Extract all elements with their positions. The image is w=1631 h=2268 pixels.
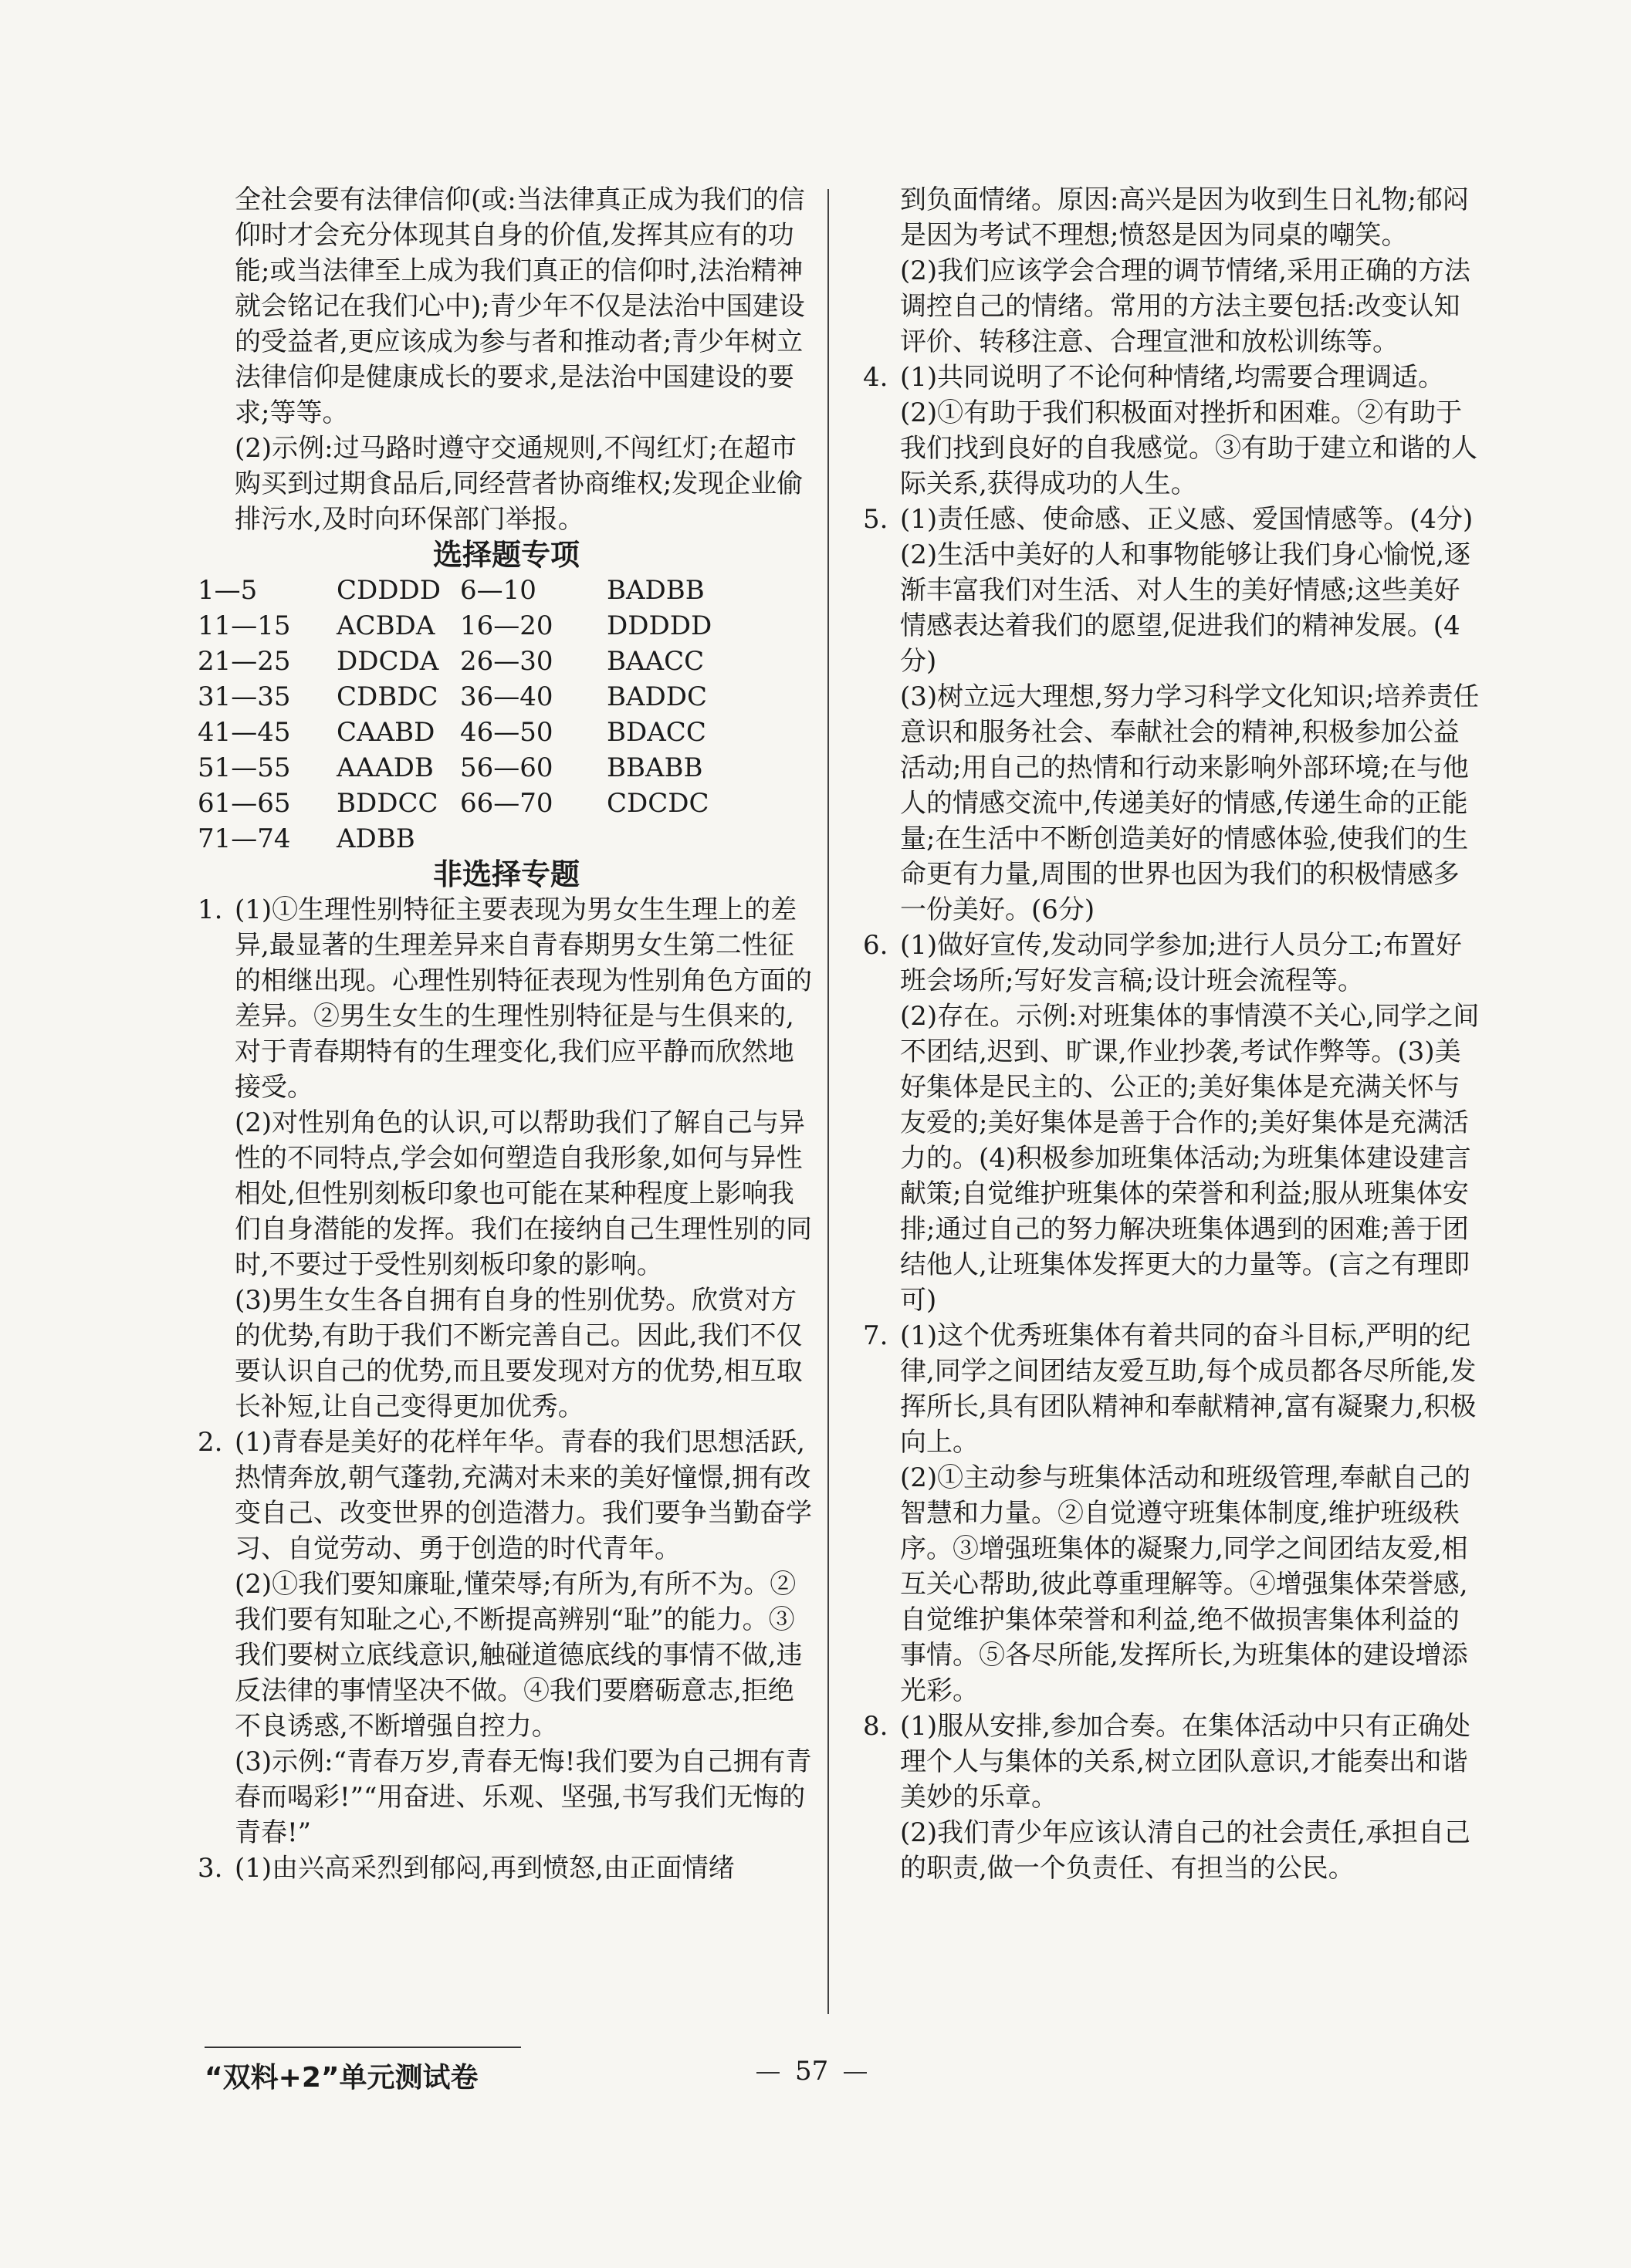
answer-paragraph: (2)生活中美好的人和事物能够让我们身心愉悦,逐渐丰富我们对生活、对人生的美好情感;这些美好情感表达着我们的愿望,促进我们的精神发展。(4分) [900, 539, 1470, 677]
right-column [863, 182, 1480, 1886]
question-3-continued [863, 182, 1480, 360]
answer-paragraph: (2)①我们要知廉耻,懂荣辱;有所为,有所不为。②我们要有知耻之心,不断提高辨别“耻”的能力。③我们要树立底线意识,触碰道德底线的事情不做,违反法律的事情坚决不做。④我们要磨砺意志,拒绝不良诱惑,不断增强自控力。 [235, 1569, 803, 1742]
answer-value: BADBB [607, 575, 705, 606]
answer-range: 61—65 [198, 788, 291, 819]
question-number: 4. [863, 362, 888, 393]
answer-paragraph: (2)我们青少年应该认清自己的社会责任,承担自己的职责,做一个负责任、有担当的公民。 [900, 1817, 1470, 1884]
answer-range: 51—55 [198, 752, 291, 783]
answer-table [198, 573, 815, 857]
answer-paragraph: (1)共同说明了不论何种情绪,均需要合理调适。 [900, 362, 1444, 393]
answer-value: CDCDC [607, 788, 709, 819]
book-title: “双料+2”单元测试卷 [205, 2062, 479, 2094]
answer-paragraph: (1)做好宣传,发动同学参加;进行人员分工;布置好班会场所;写好发言稿;设计班会流程等。 [900, 930, 1462, 996]
answer-range: 46—50 [460, 717, 553, 748]
answer-range: 36—40 [460, 681, 553, 712]
left-column [198, 182, 815, 1886]
footer-rule [205, 2047, 521, 2048]
answer-range: 71—74 [198, 823, 291, 854]
answer-range [460, 821, 607, 857]
answer-range: 31—35 [198, 681, 291, 712]
answer-value: DDCDA [337, 646, 439, 677]
answer-range: 26—30 [460, 646, 553, 677]
question-8 [863, 1709, 1480, 1886]
nonchoice-section-title: 非选择专题 [432, 857, 580, 891]
question-number: 7. [863, 1320, 888, 1351]
answer-value: BAACC [607, 646, 705, 677]
answer-paragraph: (2)我们应该学会合理的调节情绪,采用正确的方法调控自己的情绪。常用的方法主要包括:改变认知评价、转移注意、合理宣泄和放松训练等。 [900, 255, 1470, 357]
answer-value: CDDDD [337, 575, 442, 606]
answer-value: DDDDD [607, 610, 712, 641]
choice-section-title: 选择题专项 [432, 538, 580, 572]
answer-paragraph: (1)责任感、使命感、正义感、爱国情感等。(4分) [900, 504, 1474, 535]
question-4 [863, 360, 1480, 502]
answer-range: 16—20 [460, 610, 553, 641]
question-3 [198, 1851, 815, 1886]
answer-value: AAADB [337, 752, 434, 783]
example-paragraph: (2)示例:过马路时遵守交通规则,不闯红灯;在超市购买到过期食品后,同经营者协商维权;发现企业偷排污水,及时向环保部门举报。 [235, 433, 804, 535]
answer-range: 21—25 [198, 646, 291, 677]
answer-range: 6—10 [460, 575, 536, 606]
answer-value: CDBDC [337, 681, 438, 712]
question-6 [863, 928, 1480, 1318]
answer-paragraph: (1)服从安排,参加合奏。在集体活动中只有正确处理个人与集体的关系,树立团队意识,才能奏出和谐美妙的乐章。 [900, 1711, 1470, 1813]
answer-range: 41—45 [198, 717, 291, 748]
answer-value: BDACC [607, 717, 706, 748]
answer-paragraph: (2)存在。示例:对班集体的事情漠不关心,同学之间不团结,迟到、旷课,作业抄袭,考试作弊等。(3)美好集体是民主的、公正的;美好集体是充满关怀与友爱的;美好集体是善于合作的;美好集体是充满活力的。(4)积极参加班集体活动;为班集体建设建言献策;自觉维护班集体的荣誉和利益;服从班集体安排;通过自己的努力解决班集体遇到的困难;善于团结他人,让班集体发挥更大的力量等。(言之有理即可) [900, 1001, 1480, 1316]
answer-range: 11—15 [198, 610, 291, 641]
page-number: 57 [795, 2056, 829, 2087]
answer-value: BADDC [607, 681, 708, 712]
answer-paragraph: (1)这个优秀班集体有着共同的奋斗目标,严明的纪律,同学之间团结友爱互助,每个成员都各尽所能,发挥所长,具有团队精神和奉献精神,富有凝聚力,积极向上。 [900, 1320, 1477, 1458]
answer-value: ACBDA [337, 610, 435, 641]
question-number: 1. [198, 894, 223, 925]
answer-paragraph: (3)示例:“青春万岁,青春无悔!我们要为自己拥有青春而喝彩!”“用奋进、乐观、坚强,书写我们无悔的青春!” [235, 1746, 812, 1848]
question-number: 8. [863, 1711, 888, 1742]
answer-value: CAABD [337, 717, 435, 748]
answer-paragraph: 到负面情绪。原因:高兴是因为收到生日礼物;郁闷是因为考试不理想;愤怒是因为同桌的嘲笑。 [900, 184, 1469, 251]
question-7 [863, 1318, 1480, 1709]
question-1 [198, 892, 815, 1425]
page-dash-right [844, 2072, 867, 2074]
answer-paragraph: (1)①生理性别特征主要表现为男女生生理上的差异,最显著的生理差异来自青春期男女生第二性征的相继出现。心理性别特征表现为性别角色方面的差异。②男生女生的生理性别特征是与生俱来的,对于青春期特有的生理变化,我们应平静而欣然地接受。 [235, 894, 812, 1103]
answer-range: 1—5 [198, 575, 258, 606]
page-number-block [741, 2056, 882, 2087]
answer-range: 56—60 [460, 752, 553, 783]
answer-paragraph: (1)青春是美好的花样年华。青春的我们思想活跃,热情奔放,朝气蓬勃,充满对未来的美好憧憬,拥有改变自己、改变世界的创造潜力。我们要争当勤奋学习、自觉劳动、勇于创造的时代青年。 [235, 1427, 812, 1564]
question-number: 5. [863, 504, 888, 535]
answer-value: ADBB [337, 823, 415, 854]
question-number: 3. [198, 1853, 223, 1884]
answer-paragraph: (3)树立远大理想,努力学习科学文化知识;培养责任意识和服务社会、奉献社会的精神,积极参加公益活动;用自己的热情和行动来影响外部环境;在与他人的情感交流中,传递美好的情感,传递生命的正能量;在生活中不断创造美好的情感体验,使我们的生命更有力量,周围的世界也因为我们的积极情感多一份美好。(6分) [900, 681, 1480, 925]
answer-value: BBABB [607, 752, 703, 783]
question-2 [198, 1425, 815, 1851]
question-number: 6. [863, 930, 888, 961]
answer-paragraph: (2)①有助于我们积极面对挫折和困难。②有助于我们找到良好的自我感觉。③有助于建立和谐的人际关系,获得成功的人生。 [900, 397, 1477, 499]
answer-value: BDDCC [337, 788, 438, 819]
answer-paragraph: (2)对性别角色的认识,可以帮助我们了解自己与异性的不同特点,学会如何塑造自我形象,如何与异性相处,但性别刻板印象也可能在某种程度上影响我们自身潜能的发挥。我们在接纳自己生理性别的同时,不要过于受性别刻板印象的影响。 [235, 1107, 812, 1280]
intro-paragraph: 全社会要有法律信仰(或:当法律真正成为我们的信仰时才会充分体现其自身的价值,发挥其应有的功能;或当法律至上成为我们真正的信仰时,法治精神就会铭记在我们心中);青少年不仅是法治中国建设的受益者,更应该成为参与者和推动者;青少年树立法律信仰是健康成长的要求,是法治中国建设的要求;等等。 [235, 184, 805, 428]
question-number: 2. [198, 1427, 223, 1458]
column-divider [827, 189, 829, 2014]
answer-range: 66—70 [460, 788, 553, 819]
answer-paragraph: (2)①主动参与班集体活动和班级管理,奉献自己的智慧和力量。②自觉遵守班集体制度,维护班级秩序。③增强班集体的凝聚力,同学之间团结友爱,相互关心帮助,彼此尊重理解等。④增强集体荣誉感,自觉维护集体荣誉和利益,绝不做损害集体利益的事情。⑤各尽所能,发挥所长,为班集体的建设增添光彩。 [900, 1462, 1470, 1706]
page-dash-left [756, 2072, 780, 2074]
question-5 [863, 502, 1480, 928]
answer-paragraph: (3)男生女生各自拥有自身的性别优势。欣赏对方的优势,有助于我们不断完善自己。因此,我们不仅要认识自己的优势,而且要发现对方的优势,相互取长补短,让自己变得更加优秀。 [235, 1285, 803, 1422]
answer-paragraph: (1)由兴高采烈到郁闷,再到愤怒,由正面情绪 [235, 1853, 735, 1884]
answer-value [607, 821, 730, 857]
